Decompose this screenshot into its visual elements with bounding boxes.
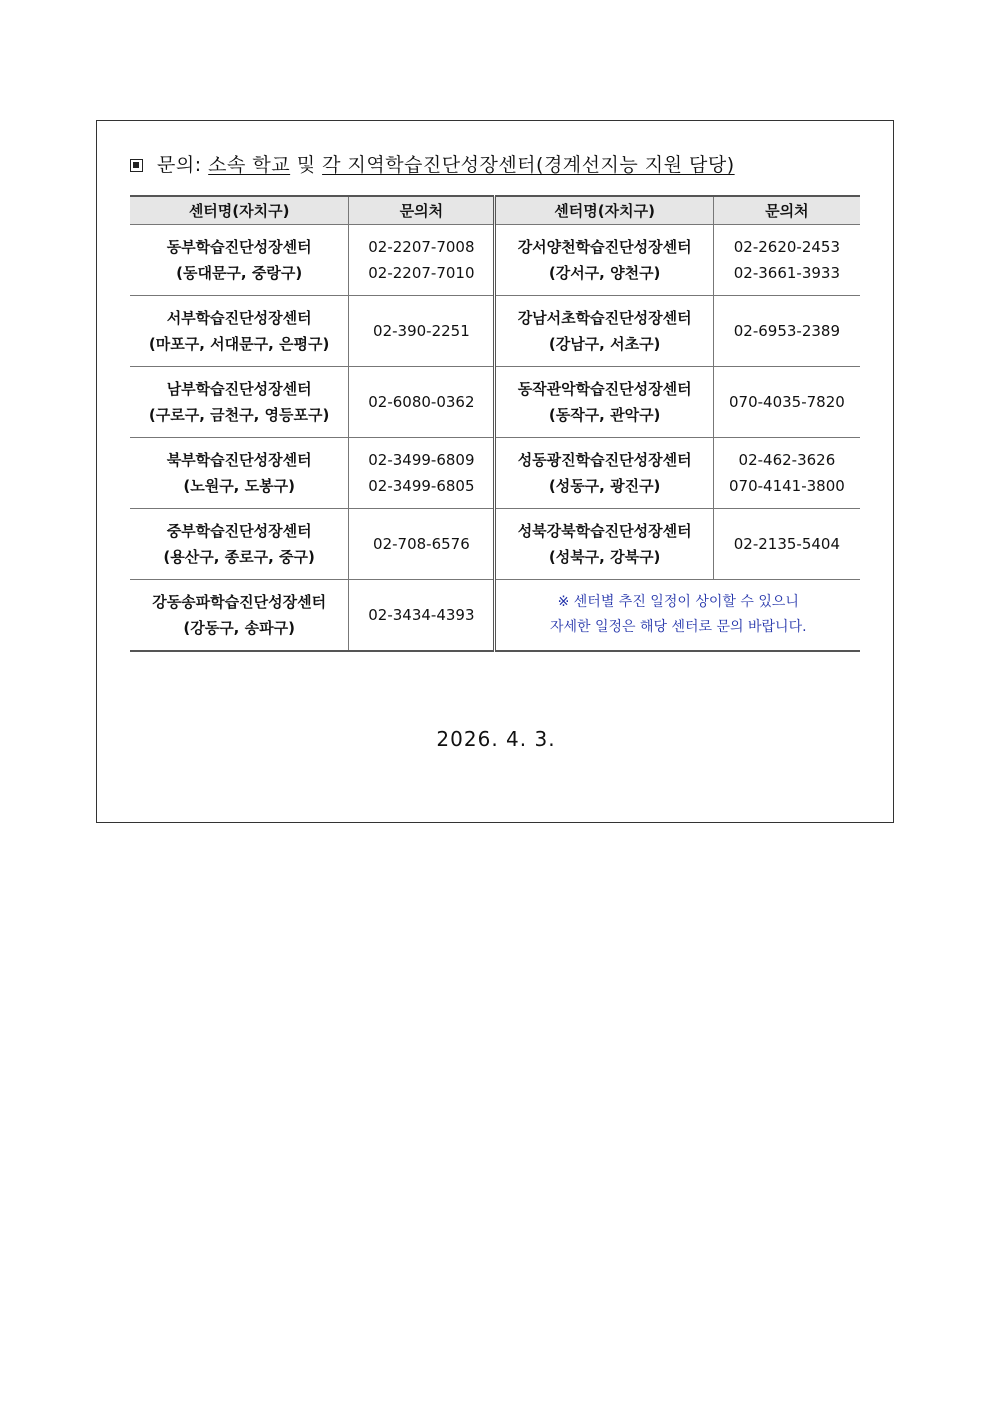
header-contact: 문의처: [349, 196, 495, 225]
center-cell: [495, 438, 713, 509]
table-row: [130, 225, 860, 296]
center-cell: [130, 296, 349, 367]
phone-cell: [713, 438, 860, 509]
heading-centers: 각 지역학습진단성장센터(경계선지능 지원 담당): [322, 154, 735, 176]
center-name: 중부학습진단성장센터: [166, 522, 312, 540]
header-center-name: 센터명(자치구): [495, 196, 713, 225]
center-name: 강동송파학습진단성장센터: [152, 593, 327, 611]
phone-cell: [713, 225, 860, 296]
phone-number: 02-2135-5404: [733, 535, 841, 553]
center-district: (동대문구, 중랑구): [176, 264, 303, 282]
center-name: 남부학습진단성장센터: [166, 380, 312, 398]
table-header-row: [130, 196, 860, 225]
center-district: (노원구, 도봉구): [183, 477, 295, 495]
table-row: [130, 438, 860, 509]
header-center-name: 센터명(자치구): [130, 196, 349, 225]
center-cell: [130, 438, 349, 509]
center-district: (마포구, 서대문구, 은평구): [148, 335, 330, 353]
heading-school: 소속 학교: [208, 154, 291, 176]
phone-cell: [713, 367, 860, 438]
center-cell: [495, 367, 713, 438]
phone-number: 02-3434-4393: [368, 606, 475, 624]
center-cell: [130, 509, 349, 580]
phone-number: 02-3499-6809: [368, 451, 475, 469]
inquiry-heading: [130, 152, 735, 178]
center-name: 강서양천학습진단성장센터: [517, 238, 692, 256]
phone-number: 02-708-6576: [373, 535, 470, 553]
phone-cell: [349, 296, 495, 367]
phone-cell: [713, 509, 860, 580]
table-row: [130, 367, 860, 438]
table-row: [130, 580, 860, 652]
center-name: 성동광진학습진단성장센터: [517, 451, 692, 469]
phone-number: 02-390-2251: [373, 322, 470, 340]
center-name: 동작관악학습진단성장센터: [517, 380, 692, 398]
phone-number: 02-3661-3933: [733, 264, 841, 282]
center-district: (강남구, 서초구): [548, 335, 661, 353]
phone-cell: [349, 438, 495, 509]
phone-cell: [349, 509, 495, 580]
phone-number: 02-3499-6805: [368, 477, 475, 495]
square-bullet-icon: [130, 159, 143, 172]
phone-number: 02-6953-2389: [733, 322, 841, 340]
center-name: 강남서초학습진단성장센터: [517, 309, 692, 327]
phone-number: 02-2207-7010: [368, 264, 475, 282]
center-district: (성동구, 광진구): [548, 477, 661, 495]
center-name: 동부학습진단성장센터: [166, 238, 312, 256]
center-cell: [495, 509, 713, 580]
center-district: (성북구, 강북구): [548, 548, 661, 566]
center-name: 북부학습진단성장센터: [166, 451, 312, 469]
center-cell: [130, 580, 349, 652]
heading-connector: 및: [296, 154, 316, 176]
center-district: (강동구, 송파구): [183, 619, 295, 637]
center-contact-table: [130, 195, 860, 652]
phone-number: 02-6080-0362: [368, 393, 475, 411]
phone-cell: [349, 225, 495, 296]
center-district: (강서구, 양천구): [548, 264, 661, 282]
center-name: 서부학습진단성장센터: [166, 309, 312, 327]
phone-number: 02-2620-2453: [733, 238, 841, 256]
center-district: (동작구, 관악구): [548, 406, 661, 424]
table-row: [130, 296, 860, 367]
phone-number: 02-462-3626: [738, 451, 836, 469]
header-contact: 문의처: [713, 196, 860, 225]
document-date: 2026. 4. 3.: [436, 727, 556, 751]
center-cell: [130, 367, 349, 438]
schedule-note: [495, 580, 860, 652]
note-line: ※ 센터별 추진 일정이 상이할 수 있으니: [557, 594, 799, 610]
phone-cell: [349, 580, 495, 652]
center-cell: [495, 225, 713, 296]
phone-number: 02-2207-7008: [368, 238, 475, 256]
heading-prefix: 문의:: [157, 154, 202, 176]
table-row: [130, 509, 860, 580]
phone-number: 070-4035-7820: [728, 393, 845, 411]
center-district: (용산구, 종로구, 중구): [163, 548, 315, 566]
phone-cell: [713, 296, 860, 367]
phone-number: 070-4141-3800: [728, 477, 845, 495]
center-cell: [495, 296, 713, 367]
center-cell: [130, 225, 349, 296]
phone-cell: [349, 367, 495, 438]
center-district: (구로구, 금천구, 영등포구): [148, 406, 330, 424]
center-name: 성북강북학습진단성장센터: [517, 522, 692, 540]
note-line: 자세한 일정은 해당 센터로 문의 바랍니다.: [549, 619, 807, 635]
